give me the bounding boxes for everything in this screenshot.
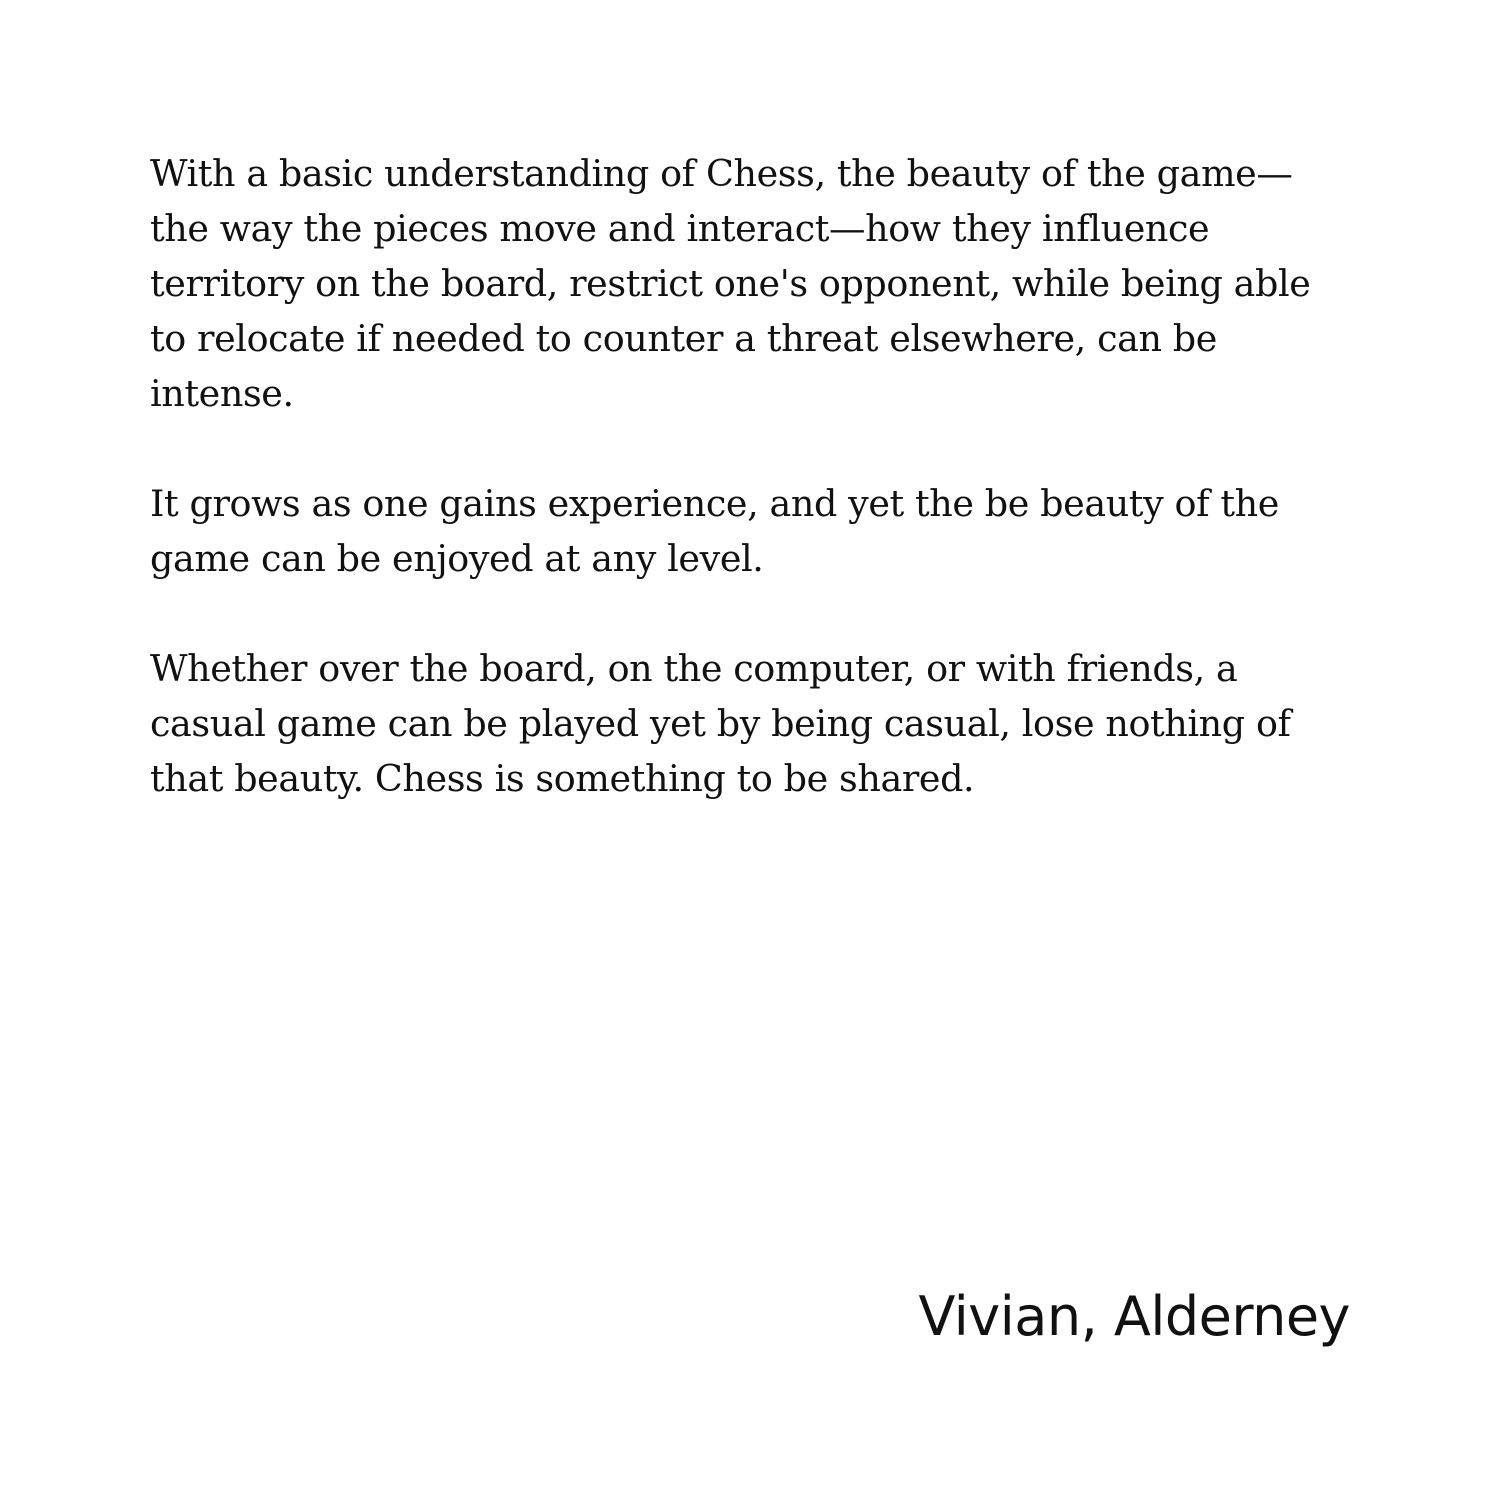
body-text xyxy=(150,146,1350,806)
signature: Vivian, Alderney xyxy=(918,1285,1350,1348)
paragraph-3: Whether over the board, on the computer, or with friends, a casual game can be played yet by being casual, lose nothing of that beauty. Chess is something to be shared. xyxy=(150,647,1291,800)
paragraph-1: With a basic understanding of Chess, the beauty of the game—the way the pieces move and interact—how they influence territory on the board, restrict one's opponent, while being able to relocate if needed to counter a threat elsewhere, can be intense. xyxy=(150,152,1311,415)
paragraph-2: It grows as one gains experience, and yet the be beauty of the game can be enjoyed at any level. xyxy=(150,482,1279,580)
